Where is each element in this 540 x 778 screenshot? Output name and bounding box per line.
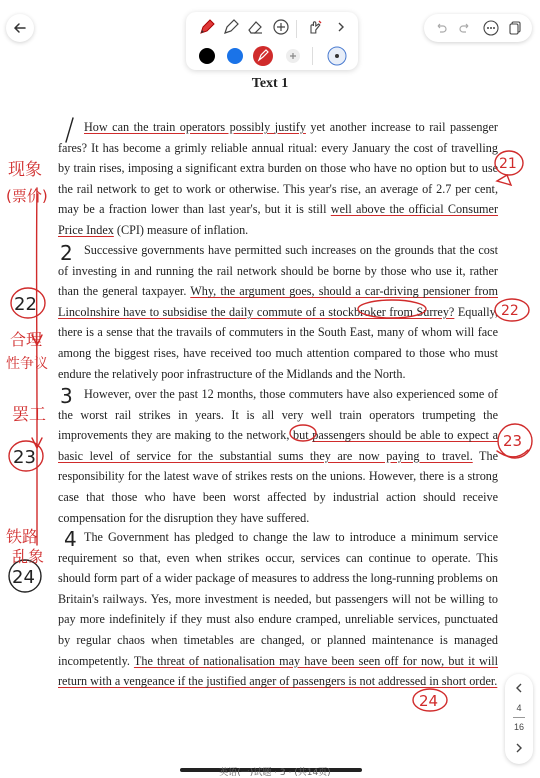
chevron-right-icon [335,21,347,33]
drawing-toolbar [186,12,358,70]
color-swatch-black [198,47,216,65]
color-red-selected[interactable] [252,45,274,67]
underlined-text: How can the train operators possibly [84,120,275,134]
add-color-button[interactable] [282,45,304,67]
color-swatch-blue [226,47,244,65]
qnum-21: 21 [499,156,517,172]
eraser-tool[interactable] [244,16,266,38]
page-navigator [505,674,533,764]
hand-pen-icon [306,18,324,36]
note-reasonable: 合理 [10,330,43,349]
note-controversy: 性争议 [6,356,48,372]
note-railway: 铁路 [6,527,39,546]
pages-button[interactable] [504,17,526,39]
history-toolbar [424,14,532,42]
underlined-text: Why, the argument goes, should a car-driving pensioner from Lincolnshire have to subsidise the daily commute of a stockbroker from Surrey? [58,284,498,319]
stroke-size-icon [327,46,347,66]
text-segment: (CPI) measure of inflation. [113,222,249,237]
undo-button[interactable] [430,17,452,39]
paragraph-text [58,240,498,384]
text-segment: However, over the past 12 months, those commuters have also experienced some of the worst rail strikes in years. It is all very well train operators trumpeting the improvements they are making to the network, but [58,387,498,443]
note-fare: (票价) [6,187,48,205]
paragraph-1 [58,117,498,241]
underlined-text: The threat of nationalisation may have been seen off for now, but it will return with a vengeance if the justified anger of passengers is not addressed in short order. [58,653,498,689]
arrow-left-icon [13,21,27,35]
eraser-icon [246,18,264,36]
current-page: 4 [516,703,522,713]
para-number-2: 2 [60,241,73,265]
paragraph-text [58,527,498,692]
note-phenomenon: 现象 [8,160,42,180]
color-blue[interactable] [224,45,246,67]
qnum-22-right: 22 [501,303,519,319]
back-button[interactable] [6,14,34,42]
chevron-left-icon [514,683,524,693]
para-number-3: 3 [60,384,73,408]
text-segment: yet another increase to rail passenger fares? It has become a grimly reliable annual ritual: every January the cost of travelling by train rises, imposing a significant extra burden on those who have no option but to use the rail network to get to work or otherwise. This year's rise, an average of 2.7 per cent, may be a fraction lower than last year's, but it is still [58,120,498,217]
plus-small-icon [285,48,301,64]
paragraph-text [58,117,498,241]
page-footer: 英语(一)试题 · 3 · (共14页) [219,768,331,778]
window-handle[interactable] [262,3,278,9]
qnum-24-bottom: 24 [419,692,439,710]
para-number-4: 4 [64,527,77,551]
prev-page-button[interactable] [511,680,527,696]
paragraph-2 [58,240,498,384]
note-chaos: 乱象 [12,547,45,566]
color-swatch-red [252,45,274,67]
color-black[interactable] [196,45,218,67]
qnum-23-left: 23 [13,447,36,468]
plus-circle-icon [272,18,290,36]
copy-pages-icon [507,20,523,36]
qnum-24-left: 24 [12,567,35,588]
qnum-22-left: 22 [14,294,37,315]
text-segment: Successive governments have permitted such increases on the grounds that the cost of investing in and running the rail network should be borne by those who use it, rather than the general taxpayer. [58,243,498,299]
paragraph-4 [58,527,498,692]
text-segment: Equally, there is a sense that the travails of commuters in the South East, many of whom will face among the biggest rises, have received too much attention compared to those who must endure the relatively poor infrastructure of the Midlands and the North. [58,304,499,381]
next-page-button[interactable] [511,740,527,756]
redo-icon [458,21,472,35]
underlined-text: well above the official Consumer Price Index [58,202,499,237]
qnum-23-right: 23 [503,432,523,450]
add-tool[interactable] [270,16,292,38]
pen-tool[interactable] [196,16,218,38]
undo-icon [434,21,448,35]
paragraph-3 [58,384,498,528]
note-strike: 罢工 [12,405,46,425]
ellipsis-icon [483,20,499,36]
hand-tool[interactable] [304,16,326,38]
underlined-text: passengers should be able to expect a basic level of service for the substantial sums they are now paying to travel. [58,428,499,463]
pencil-icon [222,18,240,36]
pencil-tool[interactable] [220,16,242,38]
total-pages: 16 [513,722,524,732]
text-segment: The responsibility for the latest wave of strikes rests on the unions. However, there is a strong case that those who have been worst affected by industrial action should receive compensation for the disruption they have suffered. [58,448,498,525]
text-segment: The Government has pledged to change the law to introduce a minimum service requirement so that, even when strikes occur, services can continue to operate. This should form part of a wider package of measures to address the long-running problems on Britain's railways. Yes, more investment is needed, but passengers will not be willing to pay more indefinitely if they must also endure cramped, unreliable services, punctuated by regular chaos when timetables are changed, or planned maintenance is managed incompetently. [58,530,498,668]
stroke-size-button[interactable] [326,45,348,67]
chevron-right-icon [514,743,524,753]
more-options-button[interactable] [480,17,502,39]
pen-icon [198,18,216,36]
paragraph-text [58,384,498,528]
redo-button[interactable] [454,17,476,39]
more-tools-button[interactable] [330,16,352,38]
underlined-text: justify [274,120,306,134]
page-title: Text 1 [251,76,289,91]
